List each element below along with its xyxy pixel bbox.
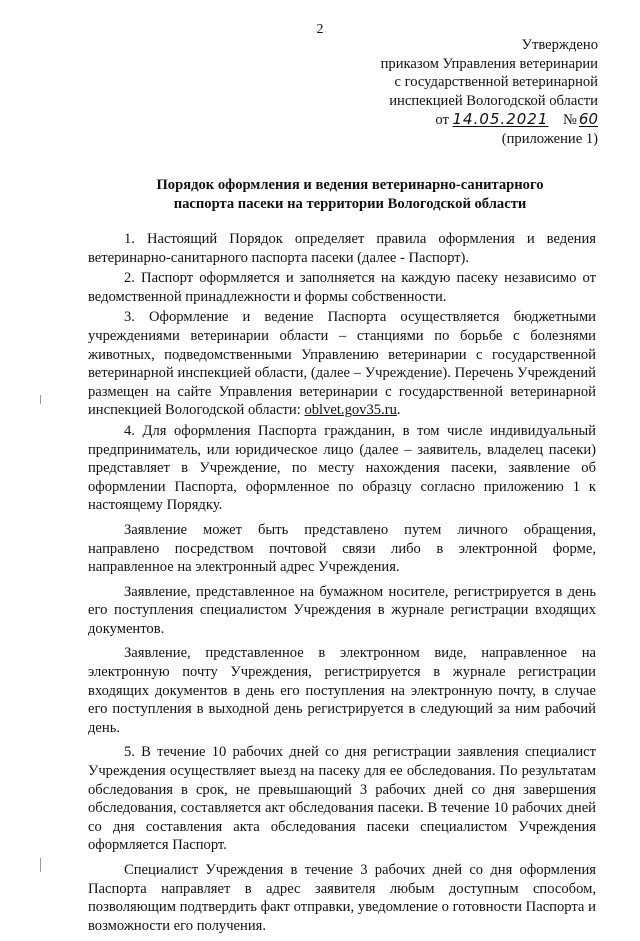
approval-line: приказом Управления ветеринарии — [380, 55, 598, 72]
paragraph: 5. В течение 10 рабочих дней со дня регистрации заявления специалист Учреждения осуществляет выезд на пасеку для ее обследования. По результатам обследования в срок, не превышающий 3 рабочих дней со дня завершения обследования, составляется акт обследования пасеки. В течение 10 рабочих дней со дня составления акта обследования пасеки специалистом Учреждения оформляется Паспорт. — [88, 744, 596, 854]
title-line: Порядок оформления и ведения ветеринарно-санитарного — [156, 177, 544, 193]
margin-mark — [40, 858, 41, 872]
number-prefix: № — [562, 112, 577, 128]
paragraph: 2. Паспорт оформляется и заполняется на каждую пасеку независимо от ведомственной принадлежности и формы собственности. — [88, 270, 596, 305]
approval-date-line — [338, 110, 598, 130]
paragraph: Заявление может быть представлено путем личного обращения, направлено посредством почтовой связи либо в электронной форме, направленное на электронный адрес Учреждения. — [88, 521, 596, 576]
paragraph: Специалист Учреждения в течение 3 рабочих дней со дня оформления Паспорта направляет в адрес заявителя любым доступным способом, позволяющим подтвердить факт отправки, уведомление о готовности Паспорта и возможности его получения. — [88, 862, 596, 934]
approval-line: инспекцией Вологодской области — [389, 92, 598, 109]
date-prefix: от — [435, 112, 449, 128]
margin-mark — [40, 395, 41, 404]
approval-date: 14.05.2021 — [452, 110, 549, 128]
document-body — [88, 230, 596, 941]
paragraph — [88, 308, 596, 420]
page-number: 2 — [316, 22, 324, 37]
approval-block — [338, 36, 598, 148]
paragraph: 4. Для оформления Паспорта гражданин, в том числе индивидуальный предприниматель, или юридическое лицо (далее – заявитель, владелец пасеки) представляет в Учреждение, по месту нахождения пасеки, заявление об оформлении Паспорта, оформленное по образцу согласно приложению 1 к настоящему Порядку. — [88, 422, 596, 514]
title-line: паспорта пасеки на территории Вологодской области — [173, 196, 527, 212]
paragraph: Заявление, представленное на бумажном носителе, регистрируется в день его поступления специалистом Учреждения в журнале регистрации входящих документов. — [88, 583, 596, 637]
paragraph: Заявление, представленное в электронном виде, направленное на электронную почту Учреждения, регистрируется в журнале регистрации входящих документов в день его поступления на электронную почту, в случае его поступления в выходной день регистрируется в следующий за ним рабочий день. — [88, 645, 596, 736]
paragraph-end: . — [396, 402, 401, 419]
approval-line: Утверждено — [521, 37, 598, 53]
approval-line: с государственной ветеринарной — [394, 74, 598, 90]
paragraph-text: 3. Оформление и ведение Паспорта осуществляется бюджетными учреждениями ветеринарии области – станциями по борьбе с болезнями животных, подведомственными Управлению ветеринарии с государственной ветеринарной инспекцией области, (далее – Учреждение). Перечень Учреждений размещен на сайте Управления ветеринарии с государственной ветеринарной инспекцией Вологодской области: — [88, 309, 596, 419]
appendix-label: (приложение 1) — [501, 130, 598, 147]
paragraph: 1. Настоящий Порядок определяет правила оформления и ведения ветеринарно-санитарного паспорта пасеки (далее - Паспорт). — [88, 231, 596, 266]
document-title — [90, 176, 610, 214]
website-link[interactable]: oblvet.gov35.ru — [304, 402, 397, 419]
approval-number: 60 — [578, 110, 598, 128]
